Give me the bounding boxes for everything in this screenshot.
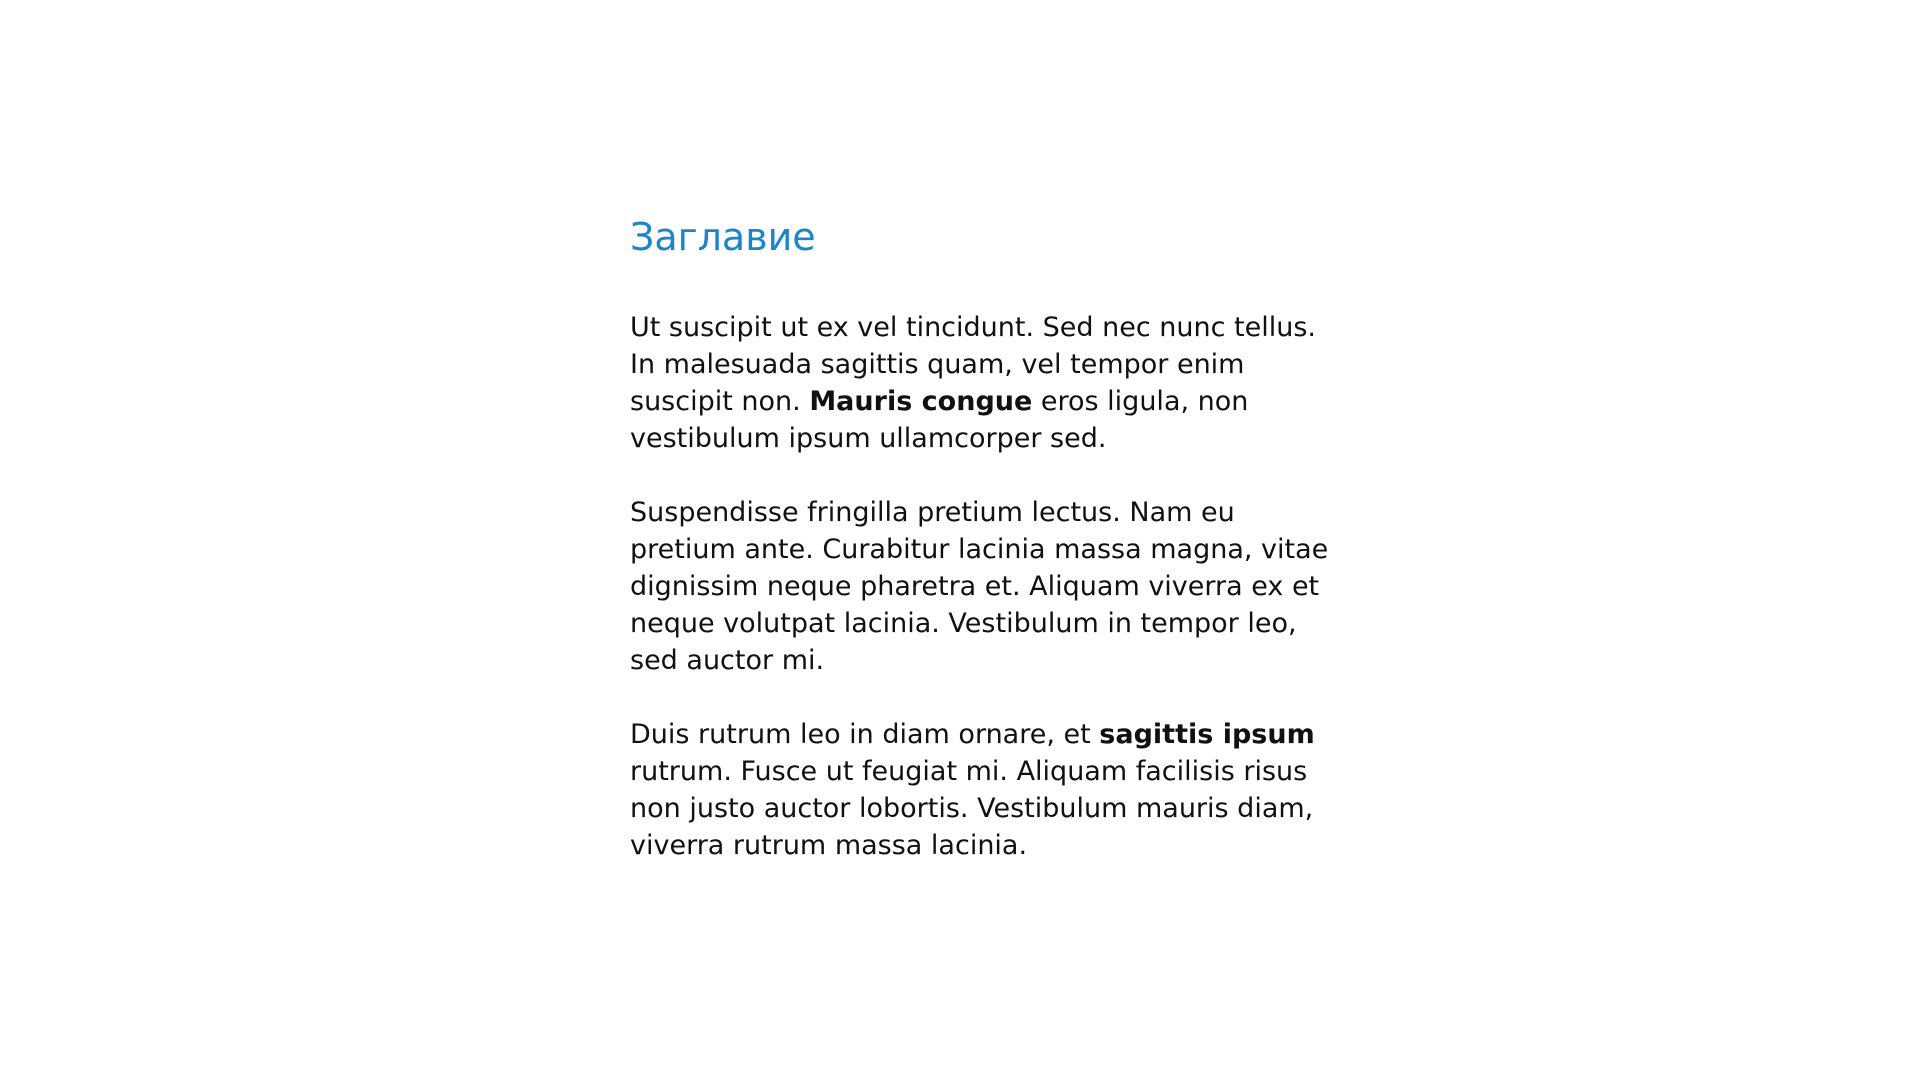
paragraph-1-text-before: Ut suscipit ut ex vel tincidunt. Sed nec nunc tellus. In malesuada sagittis quam, vel tempor enim suscipit non. bbox=[630, 311, 1316, 417]
paragraph-2 bbox=[630, 494, 1330, 679]
paragraph-3-bold-text: sagittis ipsum bbox=[1099, 718, 1315, 750]
paragraph-3-text-before: Duis rutrum leo in diam ornare, et bbox=[630, 718, 1100, 750]
paragraph-1-bold-text: Mauris congue bbox=[809, 385, 1033, 417]
paragraph-1 bbox=[630, 309, 1330, 457]
paragraph-3-text-after: rutrum. Fusce ut feugiat mi. Aliquam facilisis risus non justo auctor lobortis. Vestibulum mauris diam, viverra rutrum massa lacinia. bbox=[630, 755, 1314, 861]
paragraph-1-text-after: eros ligula, non vestibulum ipsum ullamcorper sed. bbox=[630, 385, 1249, 454]
document-title: Заглавие bbox=[630, 215, 816, 259]
paragraph-3 bbox=[630, 716, 1330, 864]
paragraph-2-text: Suspendisse fringilla pretium lectus. Nam eu pretium ante. Curabitur lacinia massa magna, vitae dignissim neque pharetra et. Aliquam viverra ex et neque volutpat lacinia. Vestibulum in tempor leo, sed auctor mi. bbox=[630, 496, 1329, 676]
document-content bbox=[630, 215, 1330, 864]
